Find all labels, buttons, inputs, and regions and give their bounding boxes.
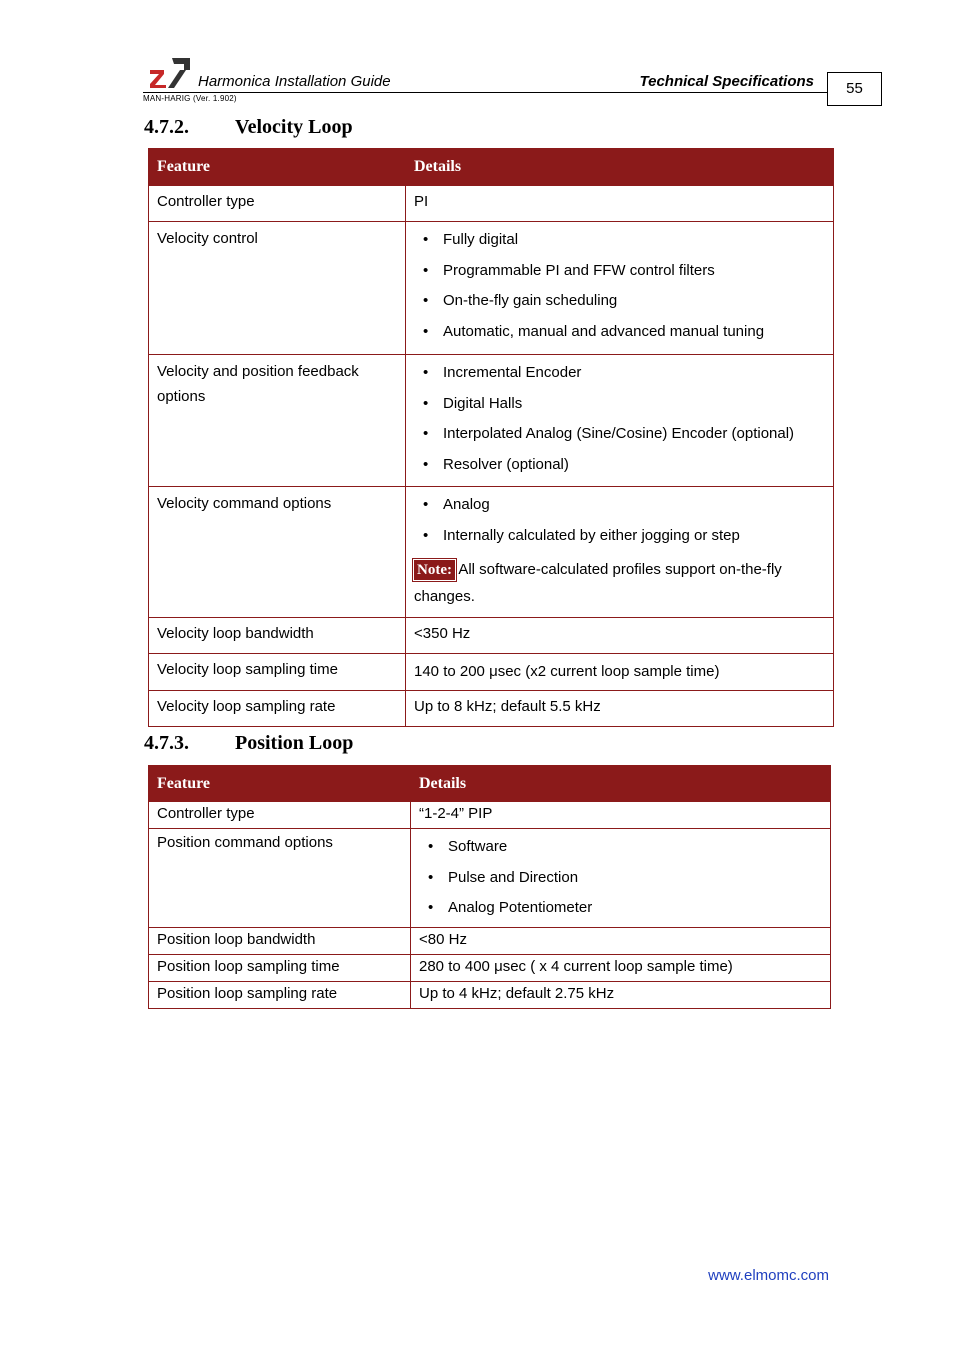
list-item: • Digital Halls [443,389,825,420]
note-label: Note: [414,560,455,580]
feature-cell: Position loop sampling time [149,955,411,982]
detail-cell [406,222,834,355]
document-version: MAN-HARIG (Ver. 1.902) [143,94,237,103]
feature-cell: Controller type [149,802,411,829]
list-item: • Analog Potentiometer [448,893,822,924]
list-item: • Automatic, manual and advanced manual tuning [443,317,825,348]
table-header-row [149,149,834,186]
table-row [149,829,831,928]
feature-cell: Velocity loop sampling rate [149,691,406,727]
table-row [149,654,834,691]
position-loop-table [148,765,831,1009]
feature-cell: Velocity loop bandwidth [149,618,406,654]
heading-title: Position Loop [235,732,354,754]
elmo-logo [148,58,190,88]
table-row [149,487,834,618]
table-row [149,982,831,1009]
feature-cell: Position loop bandwidth [149,928,411,955]
header-divider [143,92,827,93]
detail-cell: “1-2-4” PIP [411,802,831,829]
heading-number: 4.7.3. [144,732,189,754]
feature-cell: Position command options [149,829,411,928]
table-row [149,955,831,982]
table-row [149,928,831,955]
bullet-list [414,225,825,347]
column-header-feature: Feature [149,149,406,186]
section-title: Technical Specifications [639,73,814,90]
column-header-details: Details [411,766,831,802]
velocity-loop-heading [144,116,353,139]
bullet-list [414,490,825,551]
list-item: • Analog [443,490,825,521]
table-row [149,802,831,829]
heading-number: 4.7.2. [144,116,189,138]
detail-cell [406,487,834,618]
list-item: • Incremental Encoder [443,358,825,389]
list-item: • Interpolated Analog (Sine/Cosine) Encoder (optional) [443,419,825,450]
bullet-list [419,832,822,924]
detail-cell: <350 Hz [406,618,834,654]
table-header-row [149,766,831,802]
bullet-list [414,358,825,480]
position-loop-heading [144,732,353,755]
feature-cell: Controller type [149,186,406,222]
document-title: Harmonica Installation Guide [198,73,391,90]
detail-cell [411,829,831,928]
feature-cell: Position loop sampling rate [149,982,411,1009]
detail-cell: <80 Hz [411,928,831,955]
page-number: 55 [827,72,882,106]
feature-cell: Velocity loop sampling time [149,654,406,691]
list-item: • Software [448,832,822,863]
feature-cell: Velocity and position feedback options [149,355,406,487]
note-text: All software-calculated profiles support on-the-fly changes. [414,561,782,605]
table-row [149,186,834,222]
feature-cell: Velocity control [149,222,406,355]
table-row [149,355,834,487]
website-link[interactable]: www.elmomc.com [708,1267,829,1284]
list-item: • Fully digital [443,225,825,256]
table-row [149,222,834,355]
list-item: • Pulse and Direction [448,863,822,894]
feature-cell: Velocity command options [149,487,406,618]
detail-cell: 280 to 400 μsec ( x 4 current loop sample time) [411,955,831,982]
velocity-loop-table [148,148,834,727]
note [414,556,825,610]
table-row [149,691,834,727]
detail-cell: Up to 8 kHz; default 5.5 kHz [406,691,834,727]
detail-cell: 140 to 200 μsec (x2 current loop sample time) [406,654,834,691]
detail-cell: PI [406,186,834,222]
list-item: • Programmable PI and FFW control filters [443,256,825,287]
list-item: • Resolver (optional) [443,450,825,481]
list-item: • Internally calculated by either jogging or step [443,521,825,552]
heading-title: Velocity Loop [235,116,353,138]
list-item: • On-the-fly gain scheduling [443,286,825,317]
column-header-feature: Feature [149,766,411,802]
table-row [149,618,834,654]
detail-cell [406,355,834,487]
column-header-details: Details [406,149,834,186]
detail-cell: Up to 4 kHz; default 2.75 kHz [411,982,831,1009]
